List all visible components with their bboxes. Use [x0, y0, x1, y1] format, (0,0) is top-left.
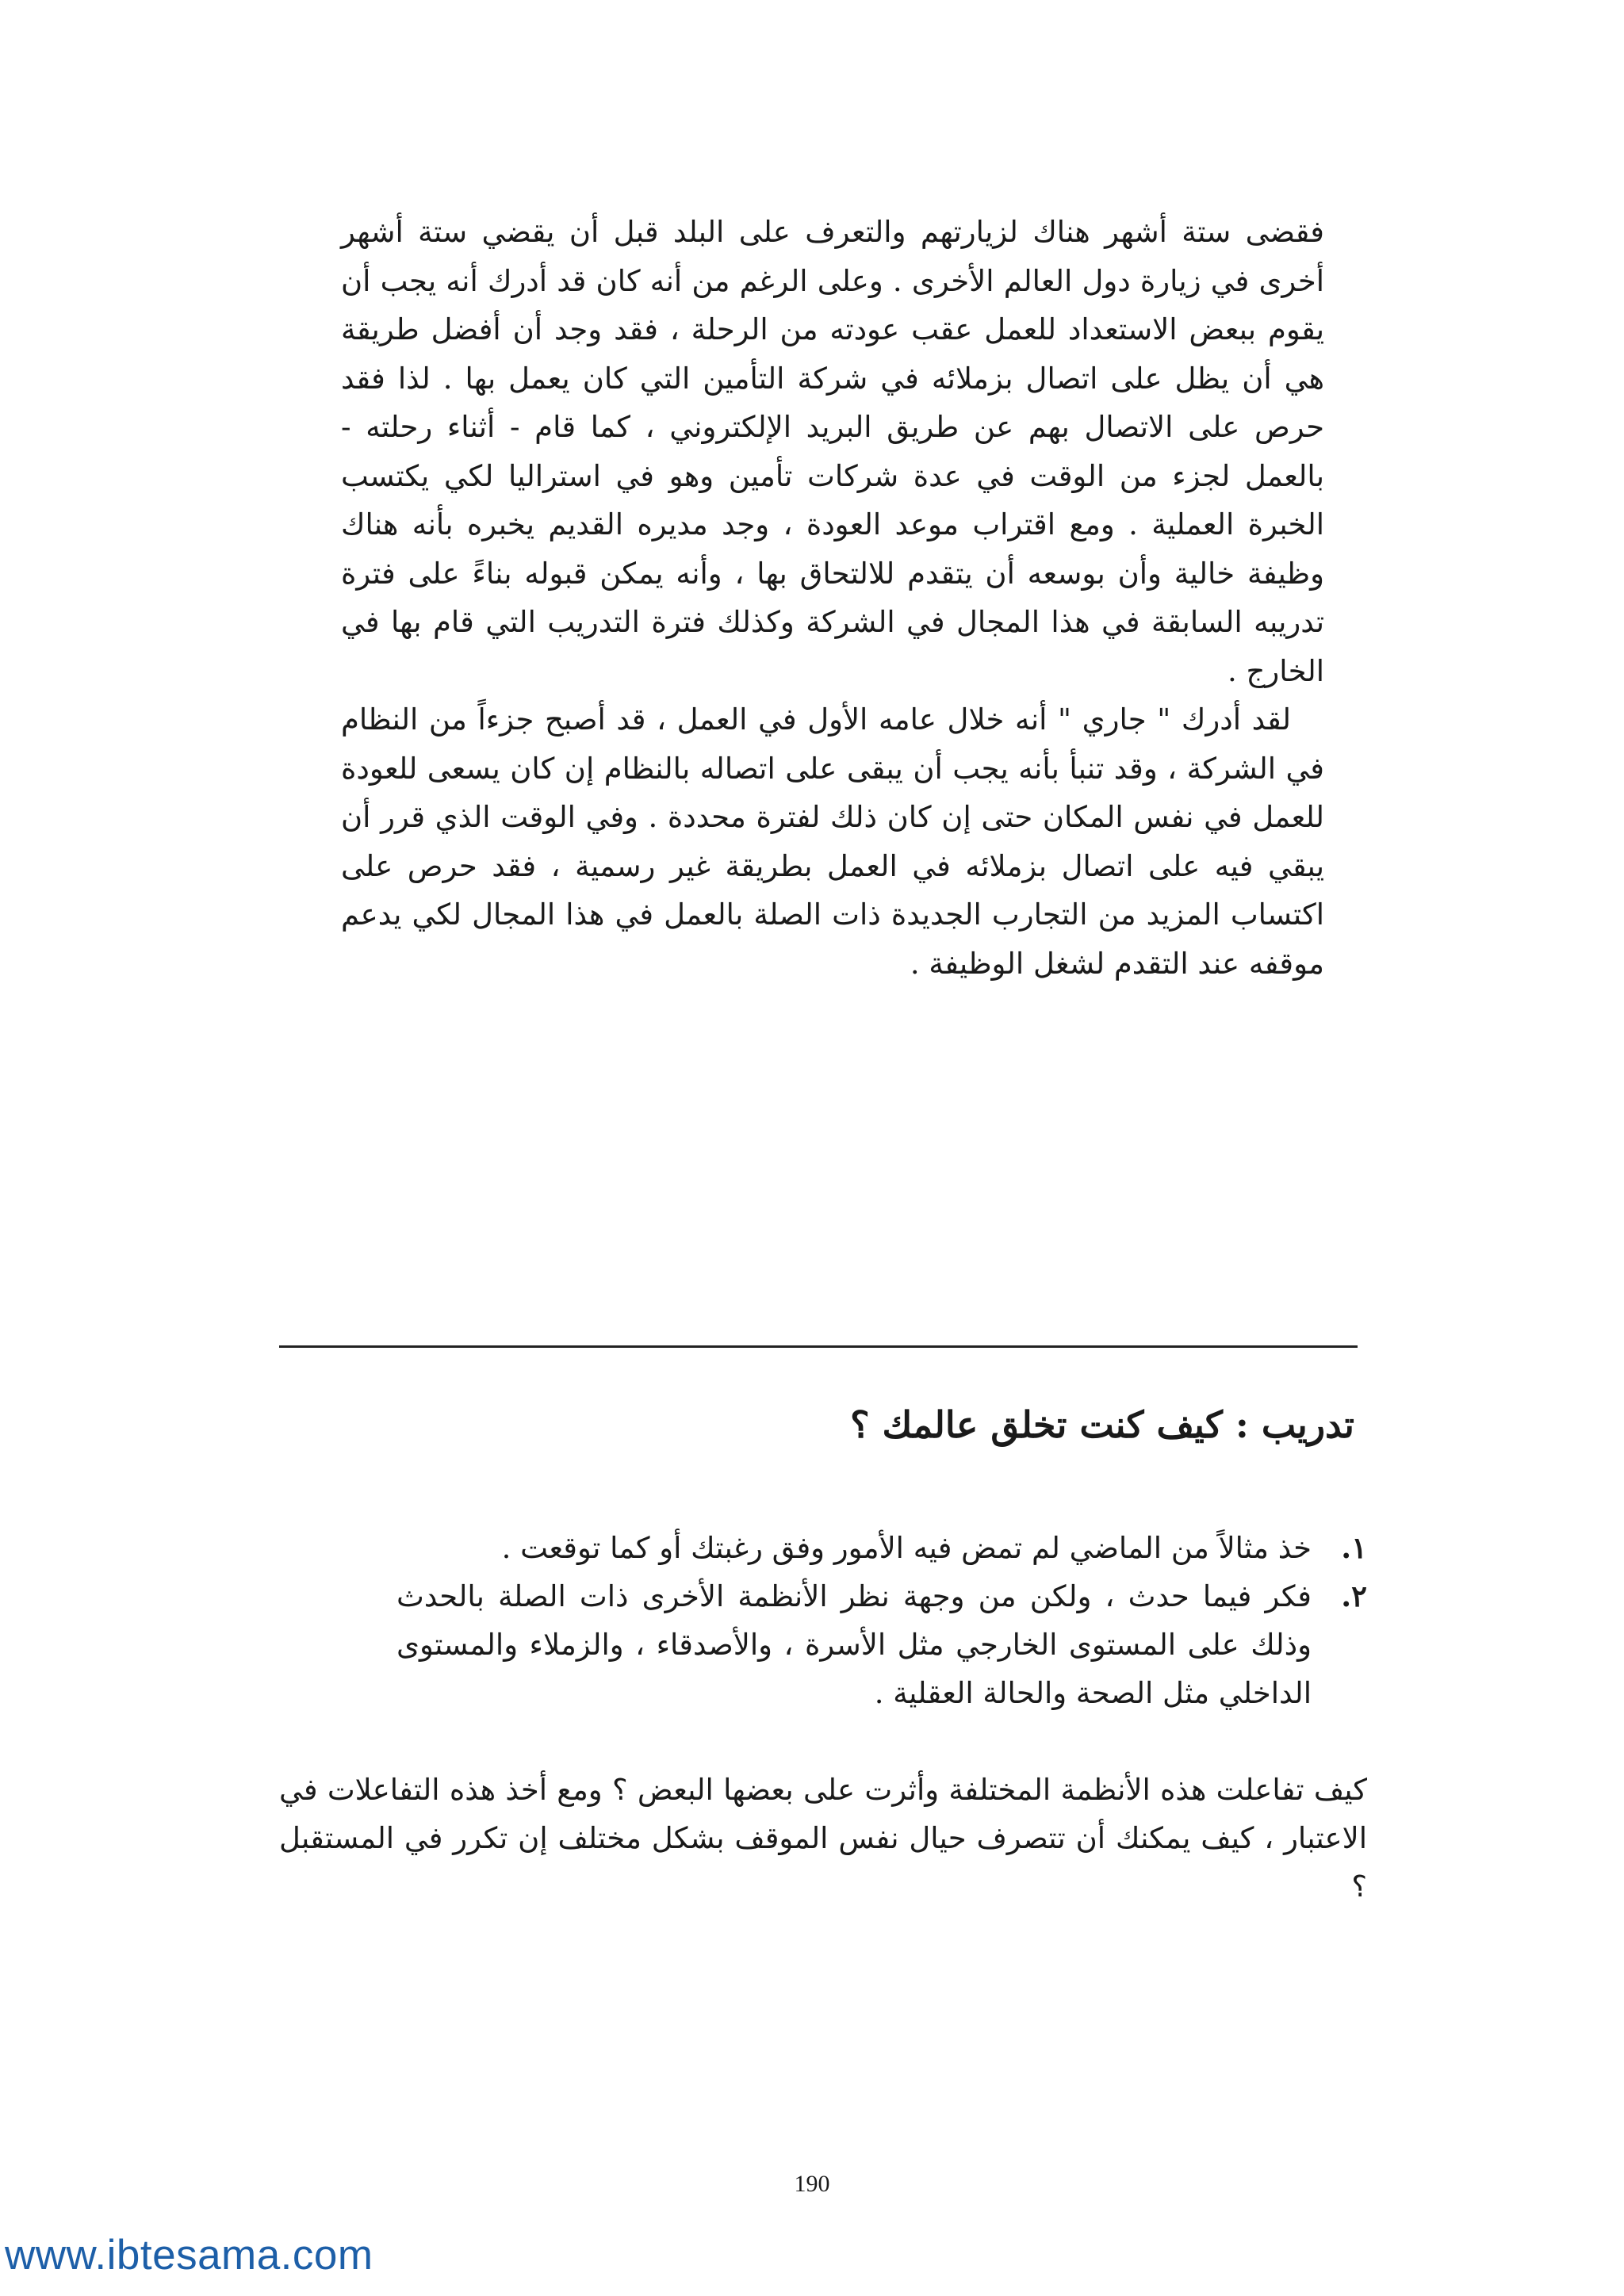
exercise-list: [396, 1524, 1367, 1717]
exercise-title: تدريب : كيف كنت تخلق عالمك ؟: [850, 1403, 1354, 1446]
paragraph-1: فقضى ستة أشهر هناك لزيارتهم والتعرف على البلد قبل أن يقضي ستة أشهر أخرى في زيارة دول العالم الأخرى . وعلى الرغم من أنه كان قد أدرك أنه يجب أن يقوم ببعض الاستعداد للعمل عقب عودته من الرحلة ، فقد وجد أن أفضل طريقة هي أن يظل على اتصال بزملائه في شركة التأمين التي كان يعمل بها . لذا فقد حرص على الاتصال بهم عن طريق البريد الإلكتروني ، كما قام - أثناء رحلته - بالعمل لجزء من الوقت في عدة شركات تأمين وهو في استراليا لكي يكتسب الخبرة العملية . ومع اقتراب موعد العودة ، وجد مديره القديم يخبره بأنه هناك وظيفة خالية وأن بوسعه أن يتقدم للالتحاق بها ، وأنه يمكن قبوله بناءً على فترة تدريبه السابقة في هذا المجال في الشركة وكذلك فترة التدريب التي قام بها في الخارج .: [341, 215, 1324, 688]
list-item: [396, 1572, 1367, 1717]
main-text: [341, 208, 1324, 988]
list-item: [396, 1524, 1367, 1572]
list-item-text: فكر فيما حدث ، ولكن من وجهة نظر الأنظمة الأخرى ذات الصلة بالحدث وذلك على المستوى الخارجي مثل الأسرة ، والأصدقاء ، والزملاء والمستوى الداخلي مثل الصحة والحالة العقلية .: [396, 1579, 1312, 1710]
paragraph-2: لقد أدرك " جاري " أنه خلال عامه الأول في العمل ، قد أصبح جزءاً من النظام في الشركة ، وقد تنبأ بأنه يجب أن يبقى على اتصاله بالنظام إن كان يسعى للعودة للعمل في نفس المكان حتى إن كان ذلك لفترة محددة . وفي الوقت الذي قرر أن يبقي فيه على اتصال بزملائه في العمل بطريقة غير رسمية ، فقد حرص على اكتساب المزيد من التجارب الجديدة ذات الصلة بالعمل في هذا المجال لكي يدعم موقفه عند التقدم لشغل الوظيفة .: [341, 702, 1324, 981]
page-number: 190: [794, 2171, 830, 2197]
list-item-number: ٢.: [1341, 1578, 1367, 1613]
list-item-text: خذ مثالاً من الماضي لم تمض فيه الأمور وفق رغبتك أو كما توقعت .: [501, 1531, 1312, 1565]
watermark: www.ibtesama.com: [5, 2232, 373, 2279]
section-divider: [279, 1345, 1358, 1348]
exercise-closing-question: كيف تفاعلت هذه الأنظمة المختلفة وأثرت على بعضها البعض ؟ ومع أخذ هذه التفاعلات في الاعتبار ، كيف يمكنك أن تتصرف حيال نفس الموقف بشكل مختلف إن تكرر في المستقبل ؟: [279, 1773, 1367, 1904]
list-item-number: ١.: [1341, 1530, 1367, 1565]
